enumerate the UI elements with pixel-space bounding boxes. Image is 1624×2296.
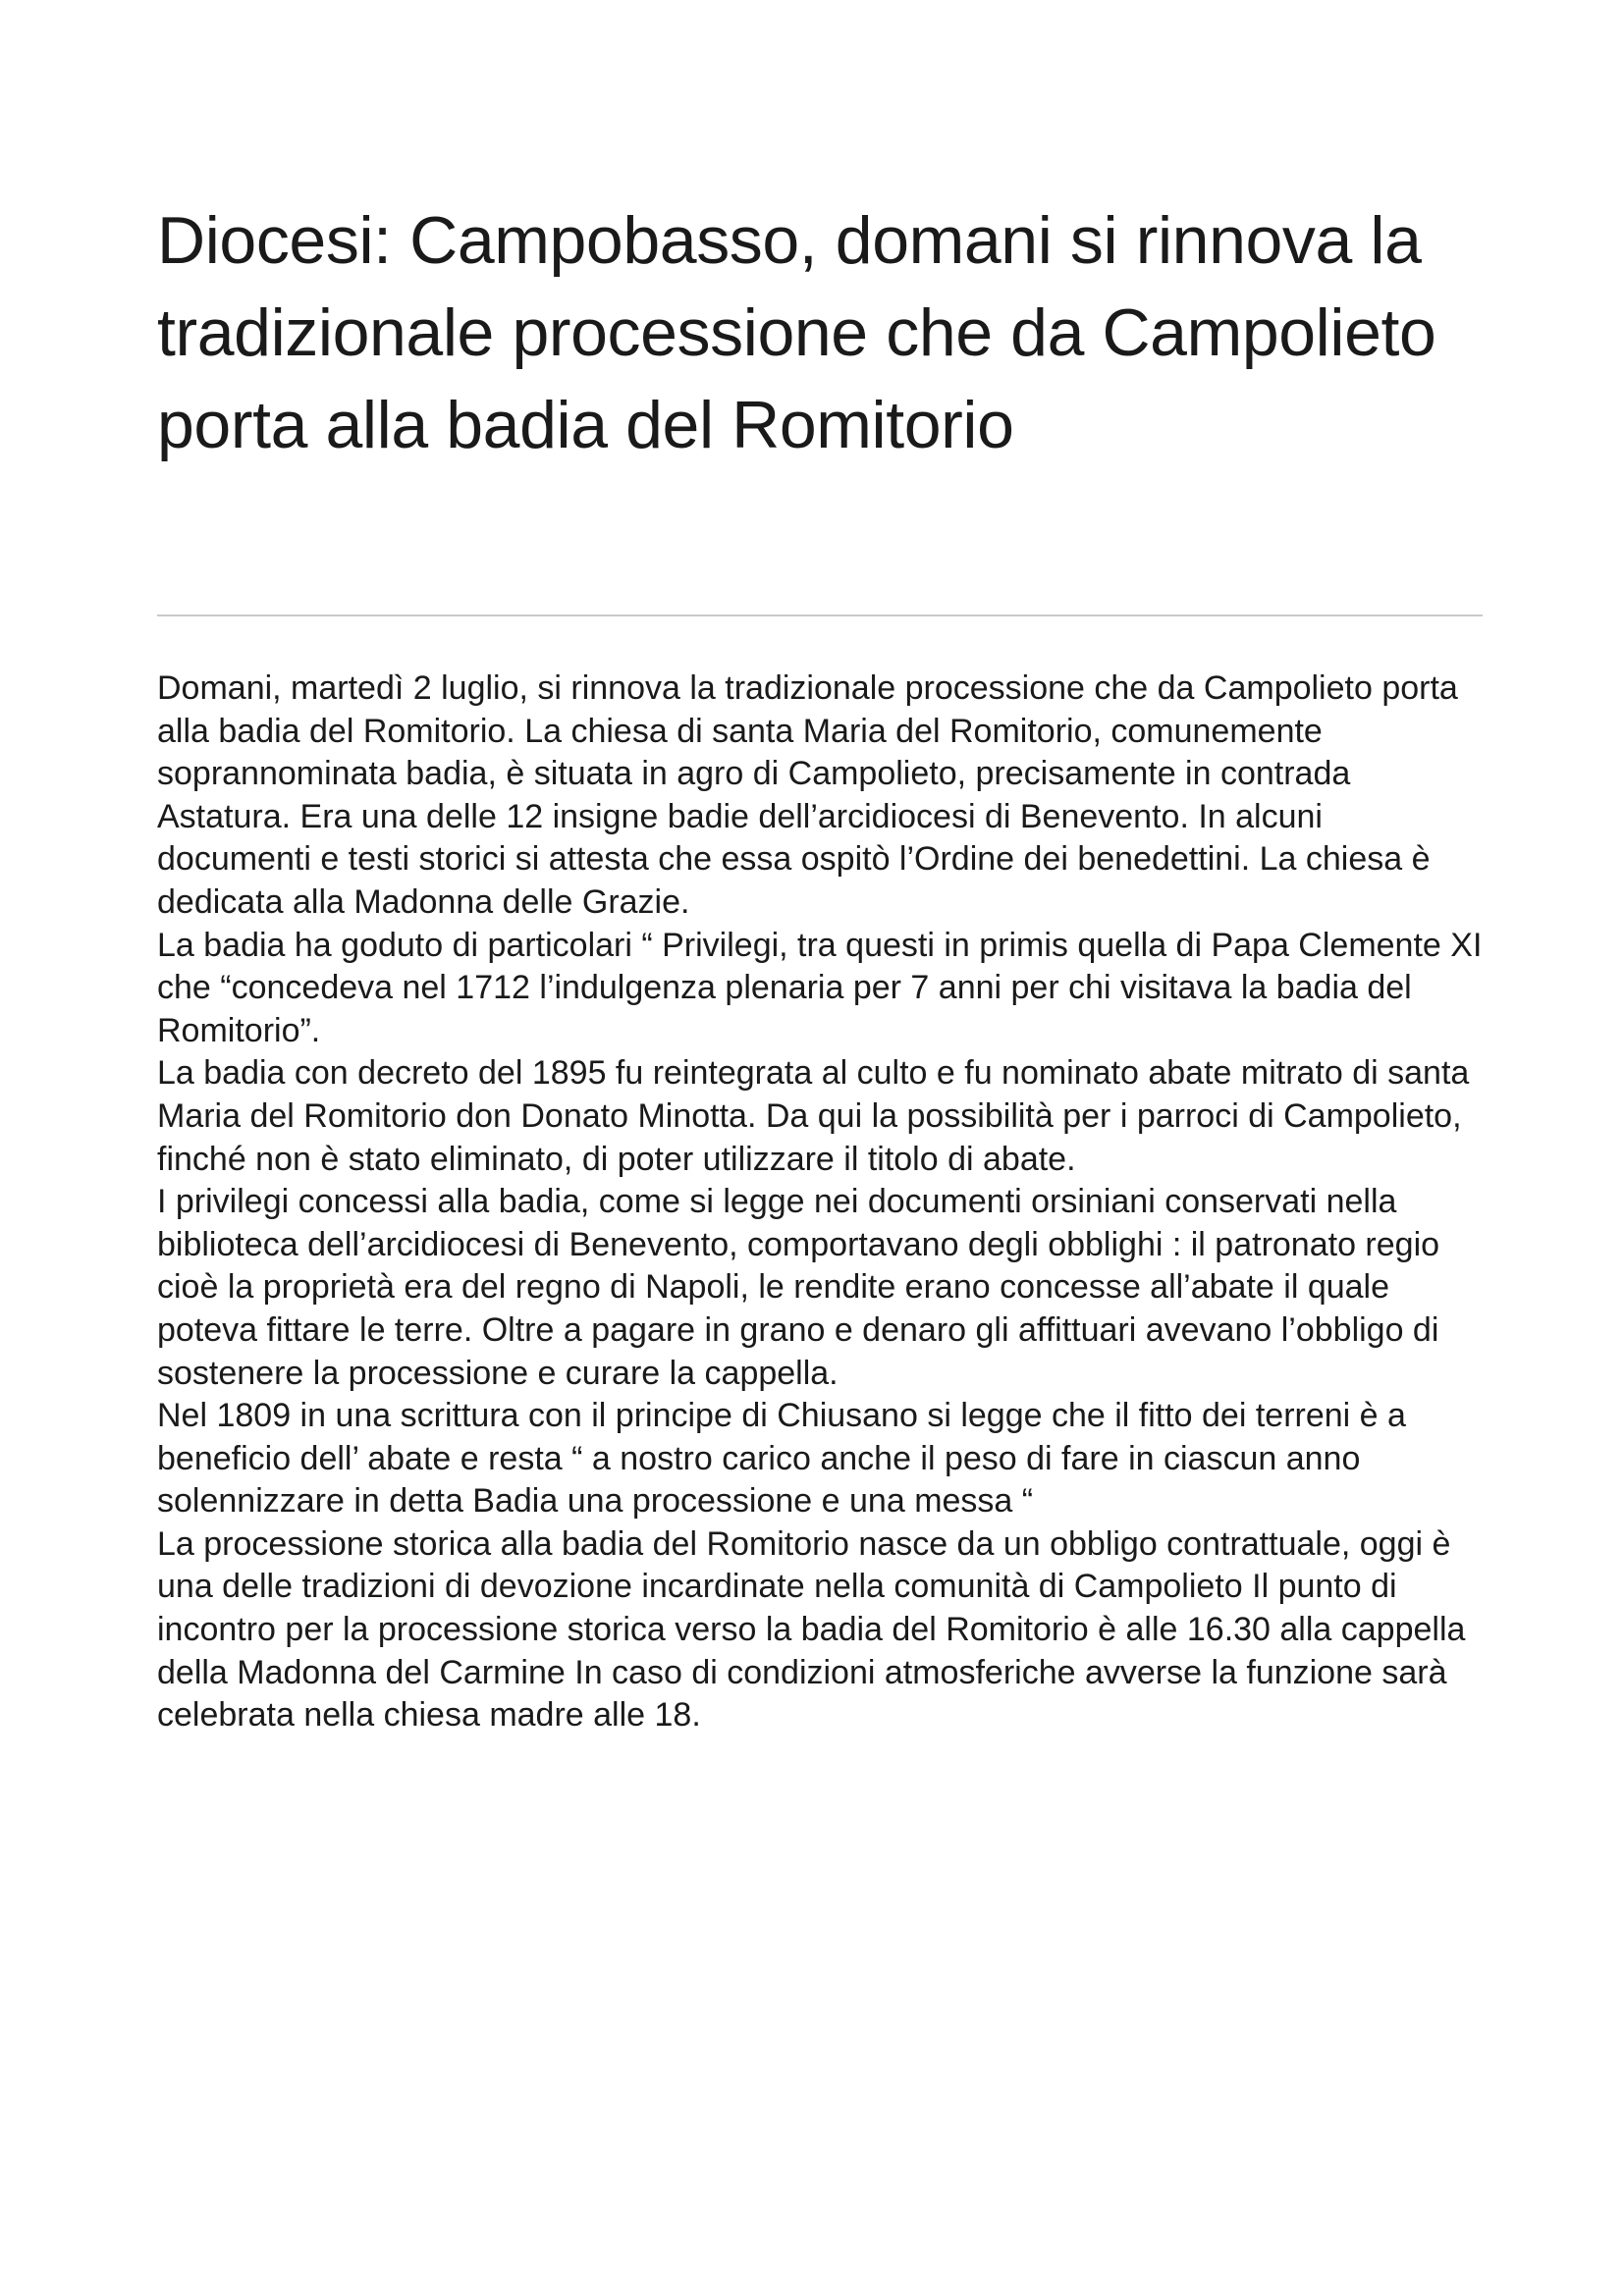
article-paragraph: I privilegi concessi alla badia, come si legge nei documenti orsiniani conservati nella biblioteca dell’arcidiocesi di Benevento, comportavano degli obblighi : il patronato regio cioè la proprietà era del regno di Napoli, le rendite erano concesse all’abate il quale poteva fittare le terre. Oltre a pagare in grano e denaro gli affittuari avevano l’obbligo di sostenere la processione e curare la cappella. <box>157 1183 1440 1392</box>
article-paragraph: Nel 1809 in una scrittura con il principe di Chiusano si legge che il fitto dei terreni è a beneficio dell’ abate e resta “ a nostro carico anche il peso di fare in ciascun anno solennizzare in detta Badia una processione e una messa “ <box>157 1397 1406 1521</box>
article-body <box>157 667 1483 1737</box>
article-paragraph: Domani, martedì 2 luglio, si rinnova la tradizionale processione che da Campolieto porta alla badia del Romitorio. La chiesa di santa Maria del Romitorio, comunemente soprannominata badia, è situata in agro di Campolieto, precisamente in contrada Astatura. Era una delle 12 insigne badie dell’arcidiocesi di Benevento. In alcuni documenti e testi storici si attesta che essa ospitò l’Ordine dei benedettini. La chiesa è dedicata alla Madonna delle Grazie. <box>157 669 1458 921</box>
article-title: Diocesi: Campobasso, domani si rinnova la tradizionale processione che da Campolieto porta alla badia del Romitorio <box>157 203 1436 462</box>
article-paragraph: La badia ha goduto di particolari “ Privilegi, tra questi in primis quella di Papa Clemente XI che “concedeva nel 1712 l’indulgenza plenaria per 7 anni per chi visitava la badia del Romitorio”. <box>157 926 1483 1049</box>
title-divider <box>157 614 1483 616</box>
article-paragraph: La badia con decreto del 1895 fu reintegrata al culto e fu nominato abate mitrato di santa Maria del Romitorio don Donato Minotta. Da qui la possibilità per i parroci di Campolieto, finché non è stato eliminato, di poter utilizzare il titolo di abate. <box>157 1054 1470 1178</box>
article-paragraph: La processione storica alla badia del Romitorio nasce da un obbligo contrattuale, oggi è una delle tradizioni di devozione incardinate nella comunità di Campolieto Il punto di incontro per la processione storica verso la badia del Romitorio è alle 16.30 alla cappella della Madonna del Carmine In caso di condizioni atmosferiche avverse la funzione sarà celebrata nella chiesa madre alle 18. <box>157 1524 1466 1735</box>
